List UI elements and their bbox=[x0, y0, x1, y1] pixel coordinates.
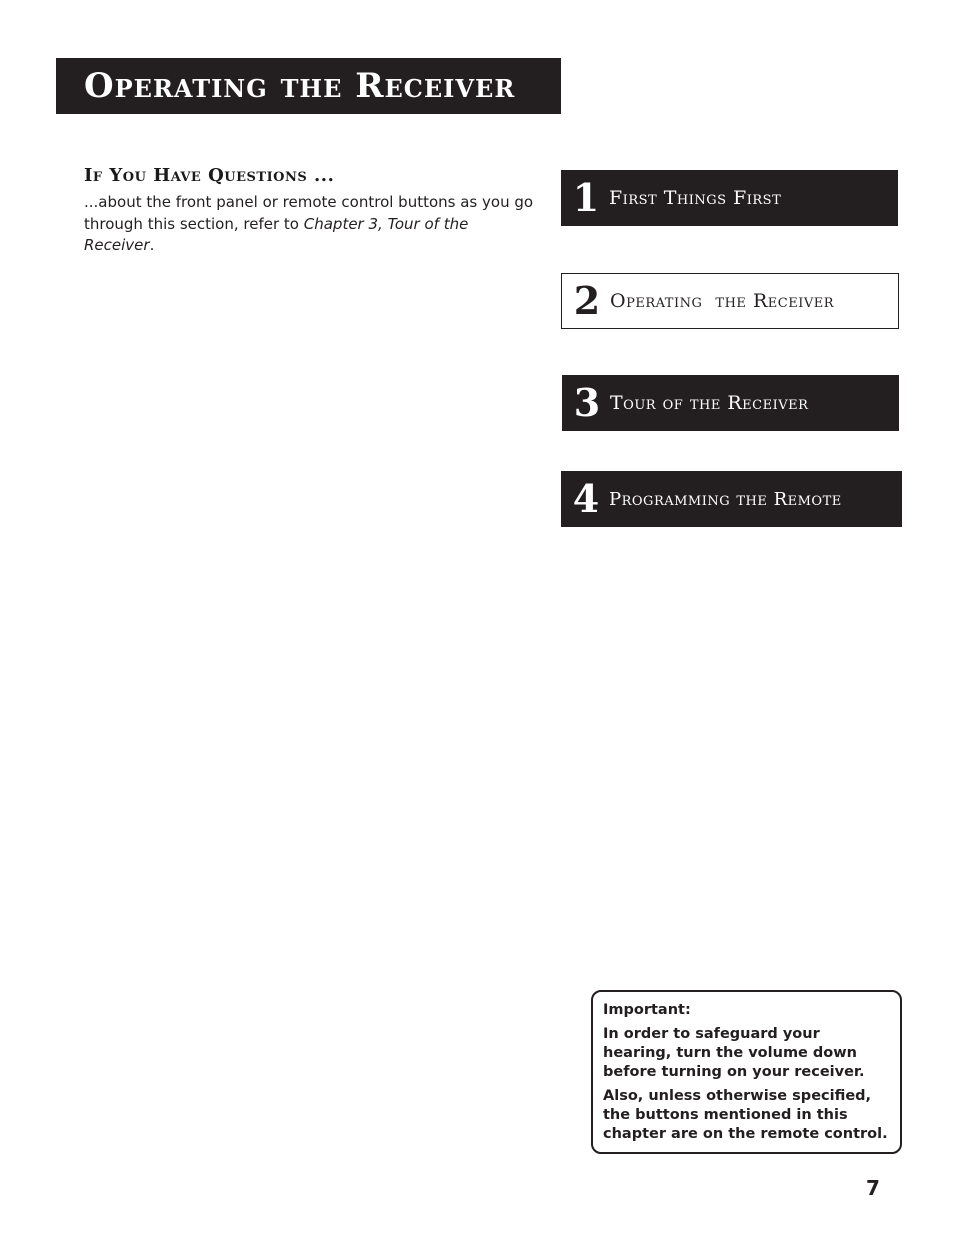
important-notice bbox=[591, 990, 902, 1154]
chapter-tab-1 bbox=[561, 170, 898, 226]
chapter-reference: Chapter 3, Tour of the Receiver bbox=[84, 214, 469, 254]
chapter-label: Tour of the Receiver bbox=[610, 392, 809, 414]
chapter-number: 3 bbox=[573, 380, 601, 425]
page-title: Operating the Receiver bbox=[84, 66, 516, 106]
questions-section bbox=[84, 165, 534, 257]
questions-body-end: . bbox=[149, 236, 155, 254]
important-heading: Important: bbox=[603, 1002, 691, 1018]
important-paragraph-remote: Also, unless otherwise specified, the buttons mentioned in this chapter are on the remote control. bbox=[603, 1088, 888, 1142]
questions-body bbox=[84, 192, 534, 257]
chapter-tab-3 bbox=[562, 375, 899, 431]
chapter-number: 2 bbox=[573, 278, 601, 323]
important-paragraph-volume: In order to safeguard your hearing, turn the volume down before turning on your receiver. bbox=[603, 1026, 865, 1080]
chapter-tab-4 bbox=[561, 471, 902, 527]
page-title-bar bbox=[56, 58, 561, 114]
page-number: 7 bbox=[866, 1176, 880, 1200]
questions-heading: If You Have Questions ... bbox=[84, 165, 335, 186]
chapter-label: First Things First bbox=[609, 187, 782, 209]
chapter-number: 4 bbox=[572, 476, 600, 521]
chapter-label: Programming the Remote bbox=[609, 488, 842, 510]
chapter-tab-2-current bbox=[561, 273, 899, 329]
questions-body-text: ...about the front panel or remote control buttons as you go through this section, refer to bbox=[84, 193, 534, 233]
chapter-label: Operating the Receiver bbox=[610, 290, 834, 312]
chapter-number: 1 bbox=[572, 175, 600, 220]
